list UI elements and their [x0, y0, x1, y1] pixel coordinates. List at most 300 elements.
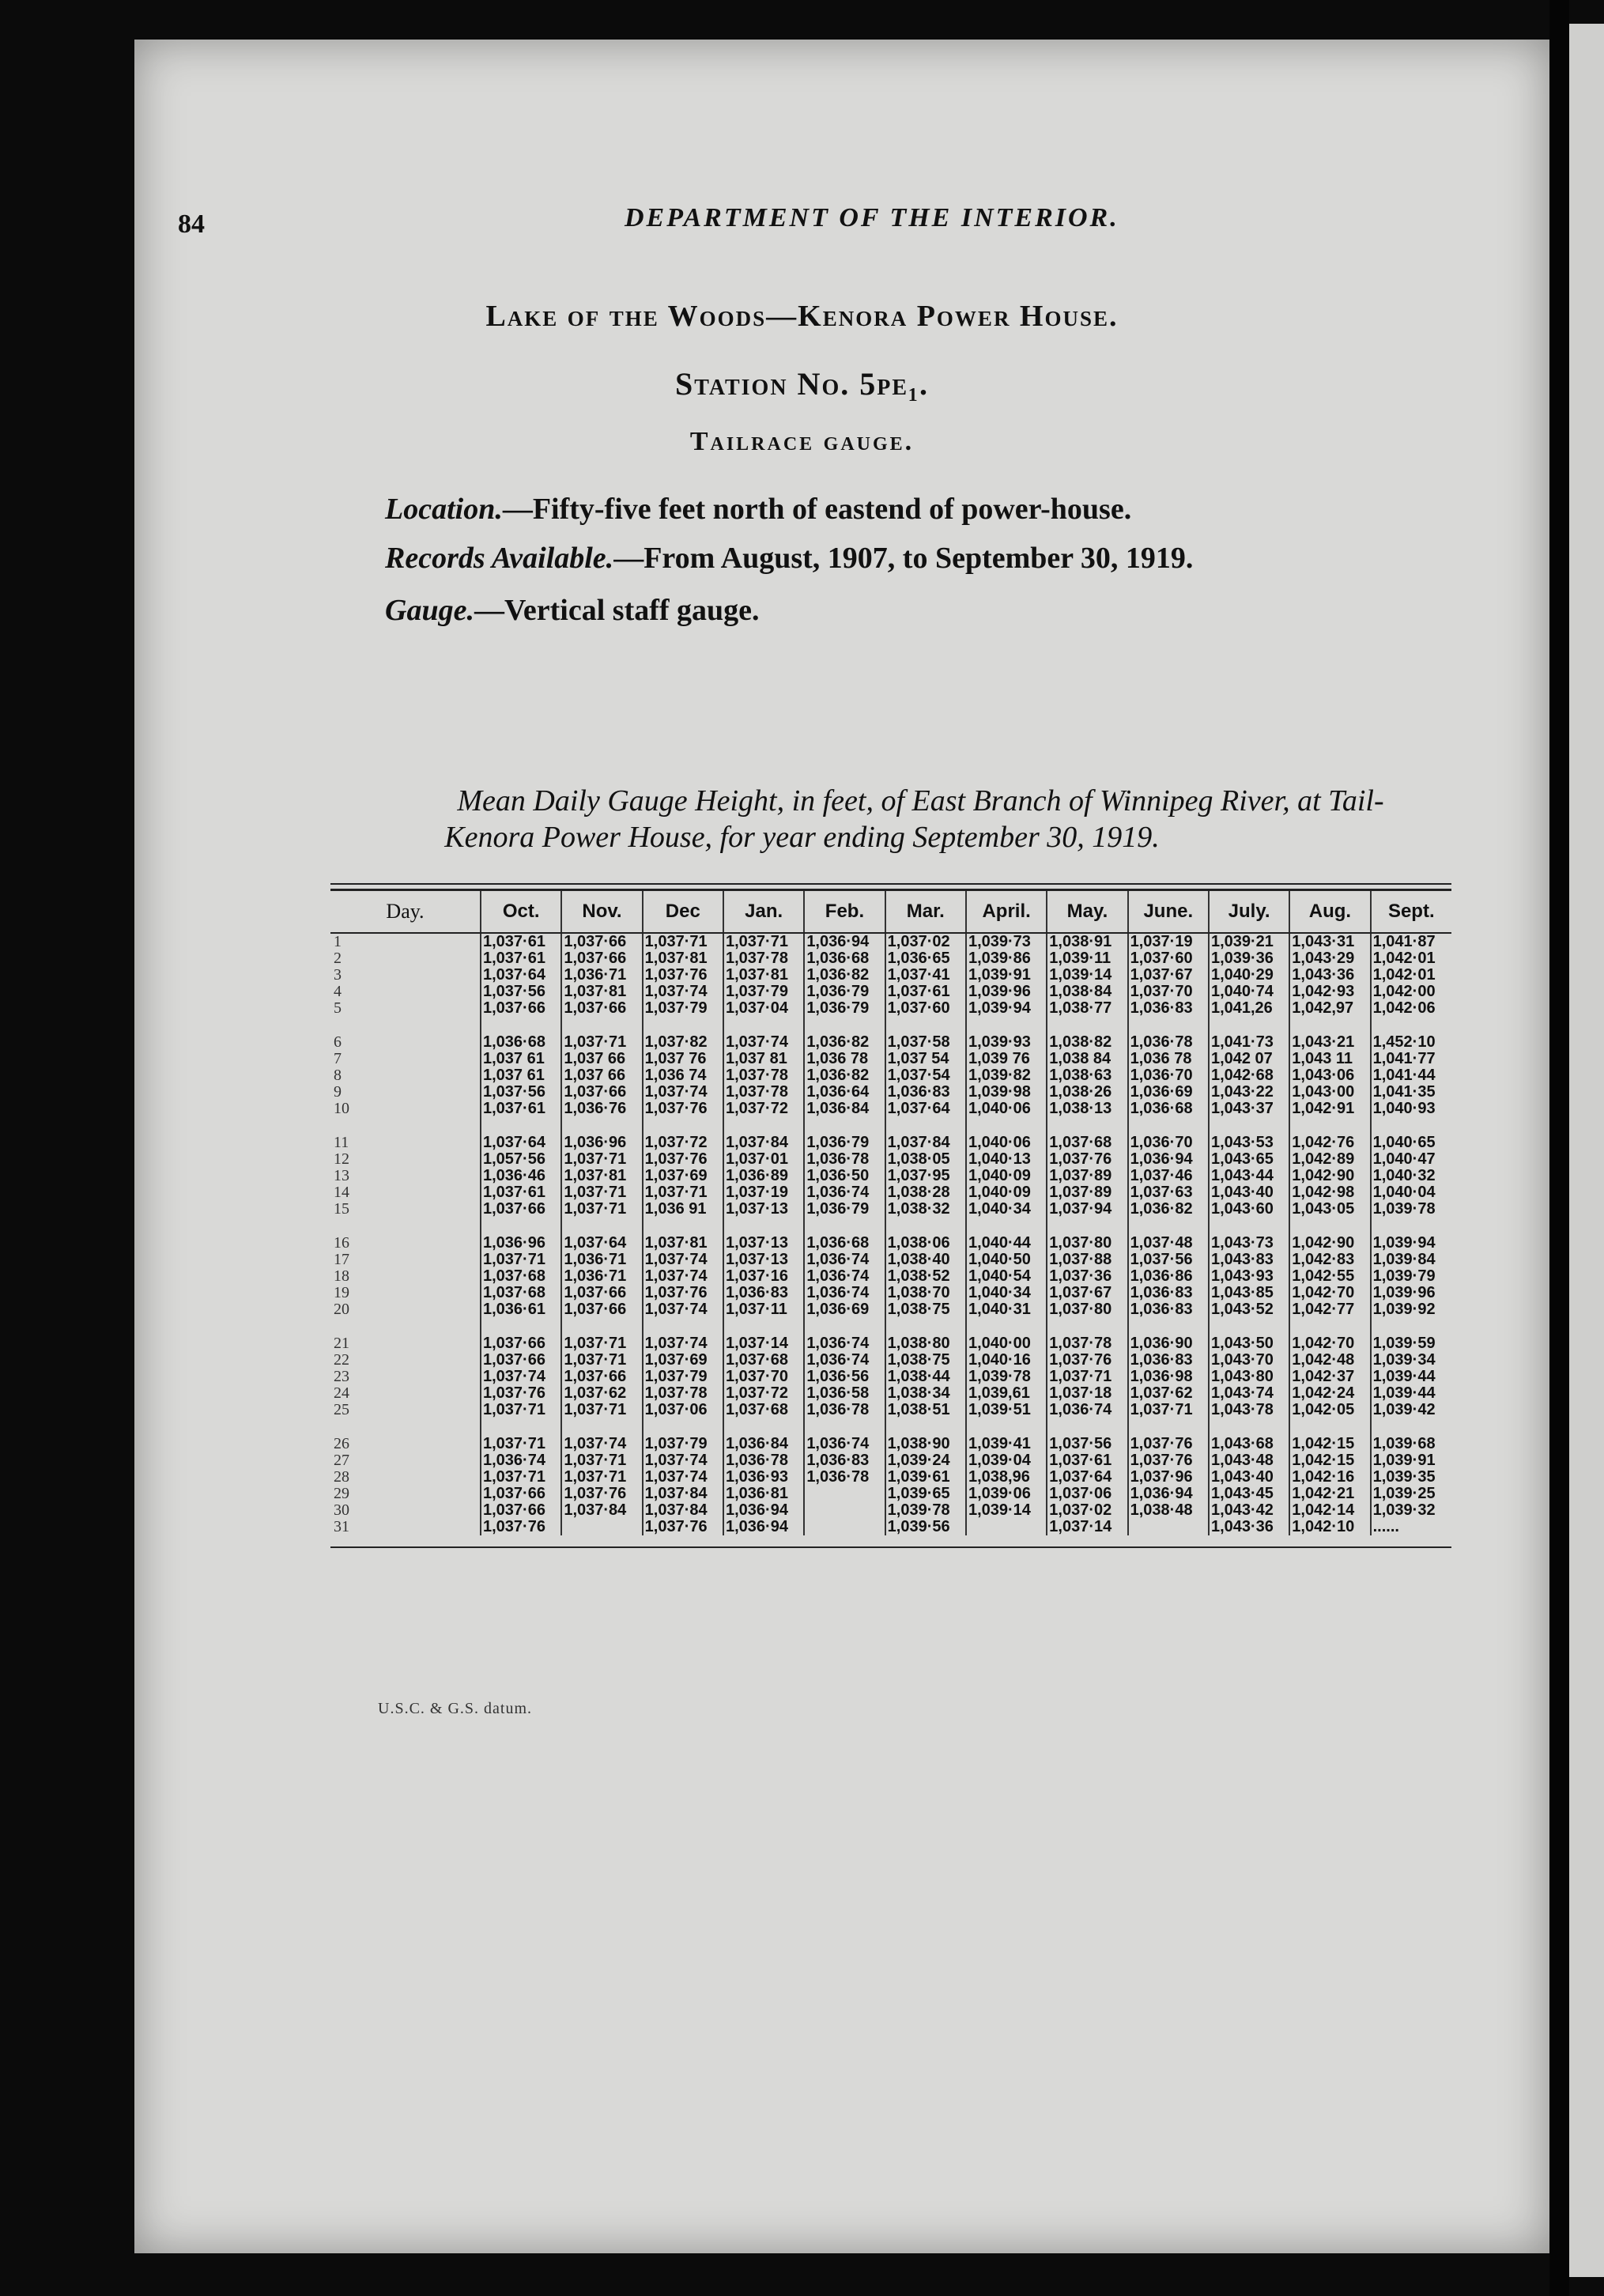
spacer-cell	[643, 1418, 723, 1436]
spacer-cell	[1128, 1017, 1209, 1034]
gauge-cell: 1,038·90	[885, 1436, 966, 1452]
gauge-cell: 1,039·25	[1371, 1486, 1451, 1502]
gauge-cell: 1,036·74	[804, 1335, 885, 1352]
gauge-cell: 1,036·94	[723, 1519, 804, 1535]
gauge-cell: 1,037·66	[561, 1000, 642, 1017]
gauge-cell: 1,038·51	[885, 1402, 966, 1418]
gauge-cell: 1,037·84	[561, 1502, 642, 1519]
gauge-text: —Vertical staff gauge.	[474, 594, 760, 627]
gauge-cell: 1,037·74	[643, 1252, 723, 1268]
gauge-cell: 1,042·10	[1289, 1519, 1370, 1535]
gauge-cell: 1,037·81	[561, 1168, 642, 1184]
spacer-cell	[643, 1218, 723, 1235]
gauge-cell: 1,037·89	[1047, 1168, 1127, 1184]
gauge-cell: 1,037 61	[481, 1067, 561, 1084]
gauge-cell: 1,038·05	[885, 1151, 966, 1168]
gauge-cell: 1,043·48	[1209, 1452, 1289, 1469]
gauge-cell: 1,036·96	[481, 1235, 561, 1252]
gauge-cell: 1,037·60	[885, 1000, 966, 1017]
day-cell: 18	[334, 1268, 349, 1285]
gauge-height-table	[330, 891, 1451, 1535]
gauge-cell: 1,036·71	[561, 1252, 642, 1268]
spacer-cell	[966, 1117, 1047, 1135]
gauge-cell: 1,041·87	[1371, 933, 1451, 950]
gauge-cell: 1,037·16	[723, 1268, 804, 1285]
gauge-cell: 1,039·82	[966, 1067, 1047, 1084]
gauge-cell: 1,039·34	[1371, 1352, 1451, 1369]
gauge-cell: 1,040·16	[966, 1352, 1047, 1369]
gauge-cell: 1,037 76	[643, 1051, 723, 1067]
gauge-cell: 1,043·05	[1289, 1201, 1370, 1218]
gauge-cell: 1,039·84	[1371, 1252, 1451, 1268]
gauge-cell: 1,036·82	[804, 1067, 885, 1084]
gauge-cell: 1,043·40	[1209, 1469, 1289, 1486]
gauge-cell: 1,037·76	[1047, 1352, 1127, 1369]
gauge-cell: 1,037·74	[643, 1335, 723, 1352]
day-cell: 2	[334, 950, 342, 967]
day-cell: 29	[334, 1486, 349, 1502]
spacer-cell	[330, 1218, 481, 1235]
table-row	[330, 1000, 1451, 1017]
gauge-cell: 1,036·74	[804, 1184, 885, 1201]
gauge-cell: 1,039·42	[1371, 1402, 1451, 1418]
gauge-cell: 1,037·74	[723, 1034, 804, 1051]
day-cell: 5	[334, 1000, 342, 1017]
table-row	[330, 1452, 1451, 1469]
gauge-cell: 1,038·06	[885, 1235, 966, 1252]
gauge-cell: 1,037·78	[723, 1084, 804, 1101]
spacer-cell	[481, 1418, 561, 1436]
day-cell: 19	[334, 1285, 349, 1301]
gauge-cell: 1,037·56	[481, 1084, 561, 1101]
gauge-cell: 1,037·80	[1047, 1235, 1127, 1252]
gauge-cell: 1,039·44	[1371, 1369, 1451, 1385]
spacer-cell	[723, 1318, 804, 1335]
gauge-cell	[1128, 1519, 1209, 1535]
gauge-cell: 1,039,61	[966, 1385, 1047, 1402]
gauge-cell: 1,037·66	[561, 1369, 642, 1385]
gauge-cell: 1,036·74	[804, 1252, 885, 1268]
gauge-cell: 1,036·61	[481, 1301, 561, 1318]
gauge-cell: 1,036·74	[804, 1352, 885, 1369]
gauge-cell: 1,037·06	[643, 1402, 723, 1418]
gauge-cell: 1,036·69	[804, 1301, 885, 1318]
gauge-cell	[804, 1502, 885, 1519]
records-text: —From August, 1907, to September 30, 1919.	[613, 542, 1194, 575]
gauge-cell: 1,037·76	[1128, 1436, 1209, 1452]
gauge-cell: 1,039·91	[1371, 1452, 1451, 1469]
gauge-cell: 1,037·71	[481, 1402, 561, 1418]
gauge-cell: 1,037·76	[643, 1285, 723, 1301]
gauge-cell: 1,037·58	[885, 1034, 966, 1051]
spacer-cell	[885, 1017, 966, 1034]
gauge-cell: 1,039·41	[966, 1436, 1047, 1452]
gauge-cell: 1,037·62	[561, 1385, 642, 1402]
table-row	[330, 1385, 1451, 1402]
spacer-cell	[481, 1218, 561, 1235]
gauge-cell: 1,036·84	[804, 1101, 885, 1117]
table-rule	[330, 883, 1451, 885]
gauge-cell: 1,037·71	[723, 933, 804, 950]
spacer-cell	[804, 1318, 885, 1335]
gauge-cell: 1,043·36	[1289, 967, 1370, 984]
day-cell: 25	[334, 1402, 349, 1418]
gauge-cell: 1,036 78	[1128, 1051, 1209, 1067]
gauge-cell: 1,037·82	[643, 1034, 723, 1051]
gauge-cell: 1,037·56	[1047, 1436, 1127, 1452]
column-header: Nov.	[561, 891, 642, 933]
gauge-cell: ......	[1371, 1519, 1451, 1535]
gauge-cell: 1,037·02	[885, 933, 966, 950]
gauge-cell: 1,037·61	[481, 1184, 561, 1201]
gauge-cell: 1,036·90	[1128, 1335, 1209, 1352]
spacer-cell	[723, 1017, 804, 1034]
gauge-cell: 1,037·84	[885, 1135, 966, 1151]
gauge-cell: 1,039·68	[1371, 1436, 1451, 1452]
column-header: Oct.	[481, 891, 561, 933]
table-spacer-row	[330, 1117, 1451, 1135]
gauge-cell: 1,036·94	[723, 1502, 804, 1519]
gauge-cell: 1,038·84	[1047, 984, 1127, 1000]
running-header: DEPARTMENT OF THE INTERIOR.	[625, 203, 1119, 232]
gauge-cell: 1,037·66	[481, 1000, 561, 1017]
gauge-cell: 1,037·68	[1047, 1135, 1127, 1151]
gauge-cell: 1,042·15	[1289, 1452, 1370, 1469]
gauge-cell: 1,037·81	[723, 967, 804, 984]
gauge-cell: 1,040·54	[966, 1268, 1047, 1285]
table-row	[330, 1369, 1451, 1385]
gauge-cell: 1,039·21	[1209, 933, 1289, 950]
gauge-cell: 1,037·68	[481, 1268, 561, 1285]
table-row	[330, 1034, 1451, 1051]
gauge-cell: 1,452·10	[1371, 1034, 1451, 1051]
gauge-cell: 1,039·14	[1047, 967, 1127, 984]
gauge-cell: 1,037·94	[1047, 1201, 1127, 1218]
gauge-cell: 1,036·79	[804, 1000, 885, 1017]
table-spacer-row	[330, 1218, 1451, 1235]
spacer-cell	[481, 1117, 561, 1135]
gauge-cell: 1,039·91	[966, 967, 1047, 984]
spacer-cell	[643, 1117, 723, 1135]
gauge-cell: 1,043·70	[1209, 1352, 1289, 1369]
day-cell: 31	[334, 1519, 349, 1535]
gauge-cell: 1,043·78	[1209, 1402, 1289, 1418]
spacer-cell	[723, 1418, 804, 1436]
gauge-cell: 1,042·37	[1289, 1369, 1370, 1385]
gauge-cell: 1,037·88	[1047, 1252, 1127, 1268]
table-row	[330, 1352, 1451, 1369]
table-body	[330, 933, 1451, 1535]
gauge-cell: 1,037·76	[1128, 1452, 1209, 1469]
gauge-cell: 1,043·40	[1209, 1184, 1289, 1201]
table-row	[330, 1135, 1451, 1151]
gauge-cell: 1,037·78	[643, 1385, 723, 1402]
gauge-cell: 1,042·93	[1289, 984, 1370, 1000]
gauge-cell: 1,036·69	[1128, 1084, 1209, 1101]
gauge-cell: 1,036·96	[561, 1135, 642, 1151]
gauge-cell: 1,037·56	[1128, 1252, 1209, 1268]
table-rule	[330, 1546, 1451, 1548]
spacer-cell	[1289, 1117, 1370, 1135]
gauge-cell: 1,039·44	[1371, 1385, 1451, 1402]
spacer-cell	[885, 1218, 966, 1235]
gauge-cell: 1,037·74	[643, 1268, 723, 1285]
day-cell: 12	[334, 1151, 349, 1168]
gauge-cell: 1,037·71	[1128, 1402, 1209, 1418]
gauge-cell: 1,037·71	[561, 1469, 642, 1486]
gauge-cell: 1,039·14	[966, 1502, 1047, 1519]
gauge-cell: 1,037·02	[1047, 1502, 1127, 1519]
gauge-cell: 1,042·21	[1289, 1486, 1370, 1502]
gauge-cell: 1,043·52	[1209, 1301, 1289, 1318]
table-row	[330, 1268, 1451, 1285]
gauge-cell: 1,037·66	[561, 950, 642, 967]
gauge-cell: 1,037·79	[723, 984, 804, 1000]
gauge-cell: 1,036·68	[1128, 1101, 1209, 1117]
gauge-cell: 1,041·77	[1371, 1051, 1451, 1067]
gauge-table-container	[330, 883, 1451, 1548]
gauge-cell: 1,036·83	[885, 1084, 966, 1101]
gauge-cell: 1,039·56	[885, 1519, 966, 1535]
table-row	[330, 1469, 1451, 1486]
gauge-cell: 1,037·69	[643, 1352, 723, 1369]
day-cell: 30	[334, 1502, 349, 1519]
gauge-cell: 1,036·94	[804, 933, 885, 950]
gauge-cell: 1,037·19	[723, 1184, 804, 1201]
gauge-cell: 1,036·94	[1128, 1151, 1209, 1168]
gauge-cell: 1,043·73	[1209, 1235, 1289, 1252]
column-header: Jan.	[723, 891, 804, 933]
gauge-cell: 1,037·71	[481, 1469, 561, 1486]
gauge-cell: 1,038·28	[885, 1184, 966, 1201]
gauge-cell: 1,038·48	[1128, 1502, 1209, 1519]
gauge-cell: 1,038·82	[1047, 1034, 1127, 1051]
spacer-cell	[966, 1318, 1047, 1335]
day-cell: 20	[334, 1301, 349, 1318]
gauge-cell: 1,037·78	[1047, 1335, 1127, 1352]
gauge-cell: 1,039·96	[1371, 1285, 1451, 1301]
gauge-cell: 1,036·89	[723, 1168, 804, 1184]
gauge-cell: 1,036·74	[804, 1268, 885, 1285]
table-caption-line-1: Mean Daily Gauge Height, in feet, of East Branch of Winnipeg River, at Tail-	[457, 784, 1384, 818]
gauge-cell: 1,043·22	[1209, 1084, 1289, 1101]
gauge-cell: 1,042·05	[1289, 1402, 1370, 1418]
column-header: June.	[1128, 891, 1209, 933]
column-header: Sept.	[1371, 891, 1451, 933]
gauge-cell: 1,037·76	[481, 1385, 561, 1402]
gauge-cell: 1,041·44	[1371, 1067, 1451, 1084]
gauge-cell: 1,043·74	[1209, 1385, 1289, 1402]
gauge-cell: 1,039·24	[885, 1452, 966, 1469]
gauge-cell: 1,043 11	[1289, 1051, 1370, 1067]
gauge-cell: 1,037·67	[1128, 967, 1209, 984]
gauge-cell: 1,037 66	[561, 1051, 642, 1067]
gauge-cell: 1,038·80	[885, 1335, 966, 1352]
gauge-cell: 1,037·64	[481, 967, 561, 984]
gauge-cell: 1,037 81	[723, 1051, 804, 1067]
gauge-cell: 1,042·76	[1289, 1135, 1370, 1151]
spacer-cell	[1289, 1318, 1370, 1335]
day-cell: 7	[334, 1051, 342, 1067]
spacer-cell	[330, 1318, 481, 1335]
gauge-cell: 1,042·55	[1289, 1268, 1370, 1285]
gauge-cell	[804, 1519, 885, 1535]
column-header: July.	[1209, 891, 1289, 933]
table-header-row	[330, 891, 1451, 933]
gauge-cell: 1,037·79	[643, 1000, 723, 1017]
gauge-cell: 1,039·93	[966, 1034, 1047, 1051]
gauge-cell: 1,040·47	[1371, 1151, 1451, 1168]
spacer-cell	[1371, 1218, 1451, 1235]
gauge-cell: 1,036·83	[1128, 1000, 1209, 1017]
gauge-cell: 1,038·52	[885, 1268, 966, 1285]
gauge-cell: 1,038·63	[1047, 1067, 1127, 1084]
gauge-cell: 1,041,26	[1209, 1000, 1289, 1017]
spacer-cell	[561, 1318, 642, 1335]
gauge-cell: 1,043·60	[1209, 1201, 1289, 1218]
day-cell: 22	[334, 1352, 349, 1369]
table-row	[330, 1051, 1451, 1067]
day-cell: 28	[334, 1469, 349, 1486]
gauge-cell: 1,037·84	[643, 1486, 723, 1502]
gauge-cell: 1,037·74	[643, 1469, 723, 1486]
gauge-cell: 1,037·72	[643, 1135, 723, 1151]
gauge-cell: 1,037·66	[481, 1201, 561, 1218]
gauge-cell: 1,042·70	[1289, 1285, 1370, 1301]
gauge-cell: 1,036·79	[804, 1201, 885, 1218]
gauge-cell: 1,038·26	[1047, 1084, 1127, 1101]
spacer-cell	[804, 1418, 885, 1436]
gauge-cell	[561, 1519, 642, 1535]
gauge-cell: 1,037·81	[643, 950, 723, 967]
gauge-cell: 1,039·78	[885, 1502, 966, 1519]
gauge-cell: 1,037·66	[481, 1502, 561, 1519]
gauge-cell: 1,037·71	[561, 1452, 642, 1469]
gauge-cell: 1,038·70	[885, 1285, 966, 1301]
gauge-cell: 1,043·65	[1209, 1151, 1289, 1168]
spacer-cell	[1289, 1418, 1370, 1436]
gauge-cell: 1,042·01	[1371, 950, 1451, 967]
gauge-cell: 1,037·89	[1047, 1184, 1127, 1201]
spacer-cell	[1371, 1117, 1451, 1135]
gauge-cell: 1,036·68	[481, 1034, 561, 1051]
gauge-cell: 1,040·93	[1371, 1101, 1451, 1117]
gauge-cell: 1,037·66	[481, 1352, 561, 1369]
gauge-cell: 1,038·75	[885, 1301, 966, 1318]
gauge-cell: 1,043·42	[1209, 1502, 1289, 1519]
gauge-cell: 1,037·68	[723, 1402, 804, 1418]
gauge-cell: 1,037·13	[723, 1252, 804, 1268]
spacer-cell	[1209, 1418, 1289, 1436]
gauge-cell: 1,037·13	[723, 1201, 804, 1218]
gauge-cell: 1,037·70	[1128, 984, 1209, 1000]
day-cell: 6	[334, 1034, 342, 1051]
gauge-cell: 1,037·71	[1047, 1369, 1127, 1385]
day-cell: 1	[334, 933, 342, 950]
gauge-cell: 1,036·79	[804, 1135, 885, 1151]
station-number: Station No. 5pe₁.	[675, 366, 929, 402]
gauge-cell: 1,037·71	[561, 1402, 642, 1418]
spacer-cell	[1047, 1017, 1127, 1034]
gauge-cell: 1,042·00	[1371, 984, 1451, 1000]
gauge-cell: 1,036·68	[804, 950, 885, 967]
day-cell: 4	[334, 984, 342, 1000]
spacer-cell	[1047, 1418, 1127, 1436]
spacer-cell	[643, 1017, 723, 1034]
gauge-cell: 1,042·91	[1289, 1101, 1370, 1117]
spacer-cell	[1209, 1017, 1289, 1034]
spacer-cell	[561, 1218, 642, 1235]
gauge-cell: 1,036 91	[643, 1201, 723, 1218]
gauge-cell: 1,037·72	[723, 1101, 804, 1117]
gauge-cell: 1,042·77	[1289, 1301, 1370, 1318]
gauge-cell: 1,037·70	[723, 1369, 804, 1385]
table-row	[330, 1084, 1451, 1101]
gauge-cell: 1,037·76	[643, 1101, 723, 1117]
gauge-cell: 1,039·94	[1371, 1235, 1451, 1252]
gauge-cell: 1,040·31	[966, 1301, 1047, 1318]
gauge-cell: 1,038·34	[885, 1385, 966, 1402]
table-row	[330, 1184, 1451, 1201]
day-cell: 8	[334, 1067, 342, 1084]
gauge-cell: 1,042·83	[1289, 1252, 1370, 1268]
datum-footnote: U.S.C. & G.S. datum.	[378, 1700, 533, 1717]
column-header: Mar.	[885, 891, 966, 933]
gauge-cell: 1,037·01	[723, 1151, 804, 1168]
gauge-cell: 1,036·94	[1128, 1486, 1209, 1502]
spacer-cell	[885, 1117, 966, 1135]
gauge-cell: 1,037·66	[561, 1285, 642, 1301]
gauge-cell: 1,042·16	[1289, 1469, 1370, 1486]
gauge-cell: 1,036·78	[804, 1402, 885, 1418]
gauge-cell: 1,037·64	[1047, 1469, 1127, 1486]
gauge-cell: 1,037·67	[1047, 1285, 1127, 1301]
gauge-cell: 1,037·84	[723, 1135, 804, 1151]
gauge-cell: 1,042·68	[1209, 1067, 1289, 1084]
gauge-cell: 1,037·66	[481, 1486, 561, 1502]
table-row	[330, 1335, 1451, 1352]
gauge-cell: 1,037·81	[561, 984, 642, 1000]
gauge-cell: 1,037·80	[1047, 1301, 1127, 1318]
gauge-cell: 1,040·32	[1371, 1168, 1451, 1184]
title-line-1: Lake of the Woods—Kenora Power House.	[485, 300, 1119, 333]
table-row	[330, 1067, 1451, 1084]
spacer-cell	[330, 1418, 481, 1436]
gauge-cell: 1,037·74	[561, 1436, 642, 1452]
gauge-cell: 1,040·50	[966, 1252, 1047, 1268]
gauge-cell: 1,040·74	[1209, 984, 1289, 1000]
gauge-cell: 1,036·46	[481, 1168, 561, 1184]
gauge-cell: 1,040·65	[1371, 1135, 1451, 1151]
gauge-cell: 1,039·94	[966, 1000, 1047, 1017]
table-row	[330, 933, 1451, 950]
gauge-cell: 1,037·71	[561, 1184, 642, 1201]
gauge-cell: 1,037·61	[481, 933, 561, 950]
day-cell: 23	[334, 1369, 349, 1385]
gauge-cell: 1,036·64	[804, 1084, 885, 1101]
spacer-cell	[1371, 1017, 1451, 1034]
table-row	[330, 1502, 1451, 1519]
gauge-cell: 1,037·76	[643, 967, 723, 984]
gauge-cell: 1,043·45	[1209, 1486, 1289, 1502]
gauge-cell: 1,042·98	[1289, 1184, 1370, 1201]
column-header: Dec	[643, 891, 723, 933]
spacer-cell	[1371, 1418, 1451, 1436]
gauge-cell: 1,037·74	[643, 984, 723, 1000]
gauge-cell: 1,036·71	[561, 1268, 642, 1285]
gauge-cell: 1,039·36	[1209, 950, 1289, 967]
gauge-cell: 1,037·63	[1128, 1184, 1209, 1201]
